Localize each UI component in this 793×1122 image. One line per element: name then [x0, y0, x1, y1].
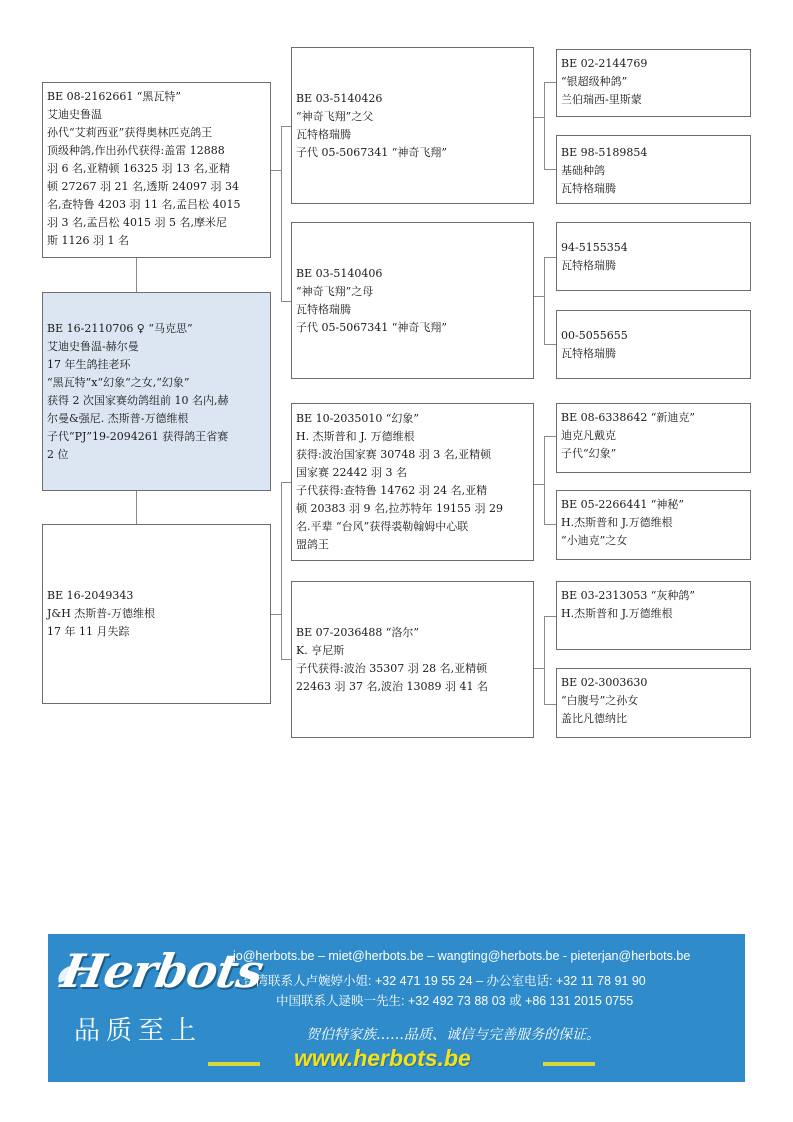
- dam-line: 17 年 11 月失踪: [47, 625, 130, 638]
- ggp-line: 盖比凡德纳比: [561, 712, 627, 725]
- dam-dam-line: BE 07-2036488 “洛尔”: [296, 625, 420, 639]
- ggp-box: [556, 310, 751, 379]
- ggp-line: 00-5055655: [561, 329, 628, 342]
- ggp-line: 基础种鸽: [561, 164, 605, 177]
- dam-sire-line: 顿 20383 羽 9 名,拉苏特年 19155 羽 29: [296, 502, 503, 515]
- connector-line: [544, 524, 556, 525]
- ggp-line: 瓦特格瑞腾: [561, 347, 616, 360]
- china-contact: 中国联系人逯映一先生: +32 492 73 88 03 或 +86 131 2015 0755: [276, 994, 634, 1008]
- ggp-line: 兰伯瑞西-里斯蒙: [561, 93, 642, 106]
- subject-line: 子代“PJ”19-2094261 获得鸽王省赛: [47, 429, 229, 443]
- ggp-box: [556, 49, 751, 117]
- sire-line: 顶级种鸽,作出孙代获得:盖雷 12888: [47, 144, 225, 157]
- dam-dam-line: 子代获得:波治 35307 羽 28 名,亚精顿: [296, 661, 488, 675]
- connector-line: [136, 491, 137, 524]
- website-link[interactable]: www.herbots.be: [294, 1045, 471, 1071]
- ggp-box: [556, 581, 751, 650]
- ggp-line: H.杰斯普和 J.万德维根: [561, 516, 673, 529]
- ggp-line: 94-5155354: [561, 241, 628, 254]
- connector-line: [281, 301, 291, 302]
- dam-dam-box: [291, 581, 534, 738]
- sire-line: BE 08-2162661 “黑瓦特”: [47, 90, 182, 103]
- sire-box: [42, 82, 271, 258]
- ggp-line: 瓦特格瑞腾: [561, 259, 616, 272]
- dam-line: J&H 杰斯普-万德维根: [47, 607, 156, 620]
- subject-line: 17 年生鸽挂老环: [47, 357, 131, 371]
- ggp-box: [556, 222, 751, 291]
- connector-line: [271, 170, 281, 171]
- subject-box: [42, 292, 271, 491]
- sire-dam-line: BE 03-5140406: [296, 266, 383, 280]
- ggp-line: BE 08-6338642 “新迪克”: [561, 411, 696, 424]
- subject-line: 获得 2 次国家赛幼鸽组前 10 名内,赫: [47, 393, 229, 407]
- connector-line: [544, 82, 545, 169]
- tagline: 贺伯特家族……品质、诚信与完善服务的保证。: [306, 1027, 600, 1043]
- sire-dam-box: [291, 222, 534, 379]
- sire-line: 名,查特鲁 4203 羽 11 名,孟吕松 4015: [47, 198, 241, 211]
- connector-line: [534, 484, 544, 485]
- sire-line: 斯 1126 羽 1 名: [47, 234, 129, 247]
- taiwan-contact: 台湾联系人卢婉婷小姐: +32 471 19 55 24 – 办公室电话: +32 11 78 91 90: [243, 974, 646, 988]
- connector-line: [544, 436, 545, 524]
- ggp-line: 子代“幻象”: [561, 447, 617, 460]
- contact-emails[interactable]: jo@herbots.be – miet@herbots.be – wangting@herbots.be - pieterjan@herbots.be: [233, 949, 691, 963]
- herbots-logo: Herbots: [57, 944, 267, 998]
- connector-line: [136, 258, 137, 292]
- dam-sire-line: 名.平辈 “台风”获得裘勒翰姆中心联: [296, 520, 469, 533]
- connector-line: [281, 126, 282, 302]
- subject-line: 2 位: [47, 447, 69, 461]
- ggp-line: BE 02-3003630: [561, 676, 648, 689]
- sire-sire-line: 瓦特格瑞腾: [296, 127, 351, 141]
- ggp-line: BE 02-2144769: [561, 57, 648, 70]
- sire-dam-line: “神奇飞翔”之母: [296, 284, 374, 298]
- sire-line: 孙代“艾莉西亚”获得奥林匹克鸽王: [47, 126, 213, 139]
- slogan: 品质至上: [74, 1016, 203, 1046]
- dam-line: BE 16-2049343: [47, 589, 134, 602]
- connector-line: [544, 257, 556, 258]
- dam-sire-line: 获得:波治国家赛 30748 羽 3 名,亚精顿: [296, 448, 492, 461]
- sire-line: 羽 3 名,孟吕松 4015 羽 5 名,摩米尼: [47, 216, 227, 229]
- sire-sire-line: “神奇飞翔”之父: [296, 109, 374, 123]
- connector-line: [544, 344, 556, 345]
- connector-line: [544, 82, 556, 83]
- ggp-line: H.杰斯普和 J.万德维根: [561, 607, 673, 620]
- footer-banner: [48, 934, 745, 1082]
- connector-line: [544, 436, 556, 437]
- sire-sire-box: [291, 47, 534, 204]
- dam-sire-line: H. 杰斯普和 J. 万德维根: [296, 430, 415, 443]
- connector-line: [534, 296, 544, 297]
- ggp-line: 瓦特格瑞腾: [561, 182, 616, 195]
- ggp-line: 迪克凡戴克: [561, 429, 616, 442]
- sire-sire-line: 子代 05-5067341 “神奇飞翔”: [296, 145, 447, 159]
- dam-sire-box: [291, 403, 534, 561]
- connector-line: [544, 616, 556, 617]
- connector-line: [281, 126, 291, 127]
- ggp-box: [556, 668, 751, 738]
- connector-line: [271, 614, 281, 615]
- ggp-box: [556, 490, 751, 560]
- ggp-line: “小迪克”之女: [561, 534, 628, 547]
- sire-line: 艾迪史鲁温: [47, 108, 102, 121]
- connector-line: [544, 616, 545, 704]
- decorative-divider: [208, 1062, 260, 1066]
- dam-sire-line: BE 10-2035010 “幻象”: [296, 412, 420, 425]
- dam-dam-line: K. 亨尼斯: [296, 643, 345, 657]
- sire-dam-line: 瓦特格瑞腾: [296, 302, 351, 316]
- connector-line: [281, 659, 291, 660]
- ggp-line: BE 05-2266441 “神秘”: [561, 498, 685, 511]
- dam-box: [42, 524, 271, 704]
- dam-dam-line: 22463 羽 37 名,波治 13089 羽 41 名: [296, 679, 488, 693]
- connector-line: [534, 117, 544, 118]
- dam-sire-line: 国家赛 22442 羽 3 名: [296, 466, 407, 479]
- sire-sire-line: BE 03-5140426: [296, 91, 383, 105]
- connector-line: [544, 257, 545, 344]
- subject-line: BE 16-2110706 ♀ “马克思”: [47, 321, 193, 335]
- dam-sire-line: 盟鸽王: [296, 538, 329, 551]
- connector-line: [544, 704, 556, 705]
- subject-line: “黑瓦特”x“幻象“之女,“幻象”: [47, 375, 190, 389]
- connector-line: [534, 668, 544, 669]
- ggp-line: BE 98-5189854: [561, 146, 648, 159]
- sire-line: 羽 6 名,亚精顿 16325 羽 13 名,亚精: [47, 162, 230, 175]
- ggp-box: [556, 403, 751, 473]
- connector-line: [281, 482, 282, 659]
- connector-line: [281, 482, 291, 483]
- dam-sire-line: 子代获得:查特鲁 14762 羽 24 名,亚精: [296, 484, 488, 497]
- ggp-line: BE 03-2313053 “灰种鸽”: [561, 589, 696, 602]
- ggp-line: “白腹号”之孙女: [561, 694, 639, 707]
- sire-dam-line: 子代 05-5067341 “神奇飞翔”: [296, 320, 447, 334]
- sire-line: 顿 27267 羽 21 名,透斯 24097 羽 34: [47, 180, 239, 193]
- subject-line: 尔曼&强尼. 杰斯普-万德维根: [47, 411, 189, 425]
- ggp-line: “银超级种鸽”: [561, 75, 628, 88]
- subject-line: 艾迪史鲁温-赫尔曼: [47, 339, 139, 353]
- ggp-box: [556, 135, 751, 204]
- decorative-divider: [543, 1062, 595, 1066]
- connector-line: [544, 169, 556, 170]
